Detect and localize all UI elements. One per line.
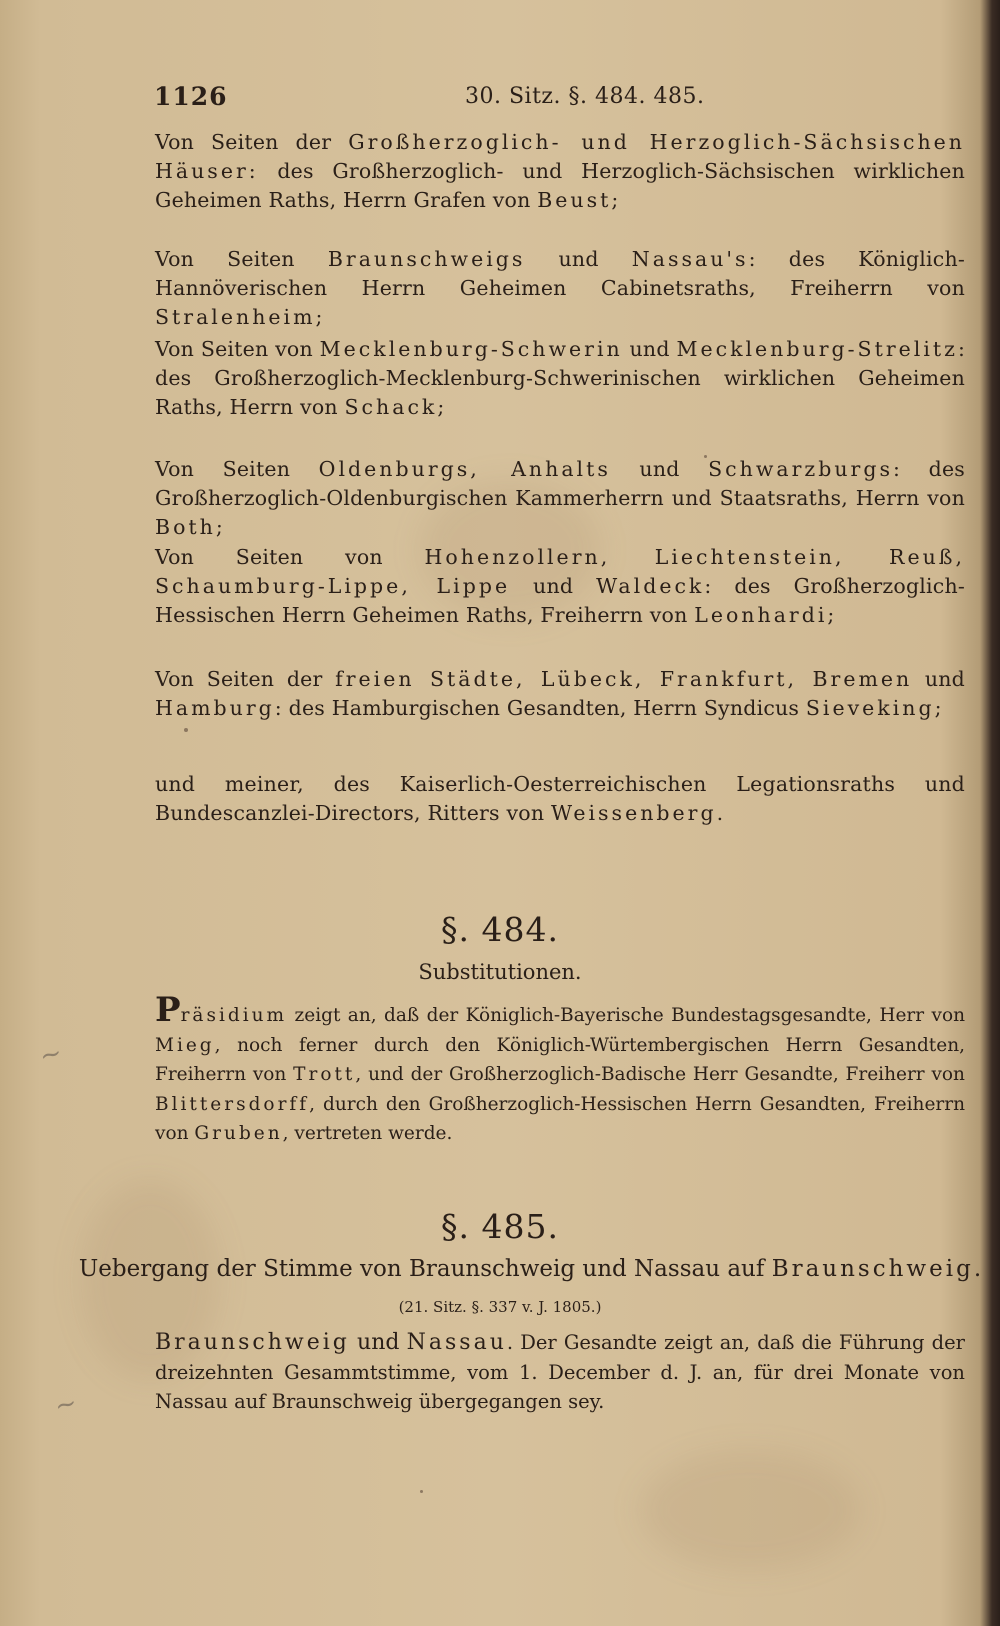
- envoy-name: Gruben: [194, 1123, 283, 1144]
- delegation-paragraph: [155, 543, 965, 630]
- body-lead: Nassau: [406, 1330, 507, 1355]
- section-body: [155, 1328, 965, 1417]
- pencil-mark: ~: [51, 1387, 81, 1423]
- ink-fleck: [704, 455, 707, 458]
- para-text: : des Großherzoglich-Mecklenburg-Schwerinischen wirklichen Geheimen Raths, Herrn von: [155, 337, 966, 419]
- para-states: Braunschweigs: [327, 247, 526, 271]
- page-number: 1126: [154, 82, 228, 111]
- punct: ;: [611, 188, 619, 212]
- para-states: Hohenzollern, Liechtenstein, Reuß, Schaumburg-Lippe, Lippe: [155, 545, 966, 598]
- body-text: , noch ferner durch den Königlich-Würtembergischen Herrn Gesandten, Freiherrn von: [155, 1034, 965, 1085]
- punct: .: [973, 1256, 982, 1282]
- title-state: Braunschweig: [771, 1256, 974, 1282]
- delegation-paragraph: [155, 245, 965, 332]
- para-states: Großherzoglich- und Herzoglich-Sächsischen Häuser:: [155, 130, 965, 183]
- page-header: [150, 82, 930, 116]
- para-lead: Von Seiten: [155, 247, 295, 271]
- para-states: Schwarzburgs: [708, 457, 893, 481]
- para-states: Nassau's: [631, 247, 749, 271]
- body-text: , und der Großherzoglich-Badische Herr Gesandte, Freiherr von: [355, 1064, 965, 1085]
- para-lead: Von Seiten der: [155, 130, 332, 154]
- envoy-name: Trott: [293, 1064, 356, 1085]
- punct: ;: [827, 603, 835, 627]
- para-lead: Von Seiten der: [155, 667, 323, 691]
- delegation-paragraph: [155, 455, 965, 542]
- para-states: Mecklenburg-Schwerin: [319, 337, 623, 361]
- citation: (21. Sitz. §. 337 v. J. 1805.): [398, 1298, 602, 1316]
- para-text: : des Königlich-Hannöverischen Herrn Geheimen Cabinetsraths, Freiherrn von: [155, 247, 966, 300]
- para-lead: und meiner, des Kaiserlich-Oesterreichischen Legationsraths und Bundescanzlei-Directors, Ritters von: [155, 772, 965, 825]
- body-conj: und: [357, 1330, 400, 1355]
- para-states: Hamburg: [155, 696, 275, 720]
- punct: ;: [215, 515, 223, 539]
- body-text: , durch den Großherzoglich-Hessischen Herrn Gesandten, Freiherrn von: [155, 1093, 965, 1144]
- paper-stain: [640, 1450, 860, 1570]
- drop-cap: P: [155, 990, 181, 1030]
- para-conj: und: [924, 667, 966, 691]
- body-text: zeigt an, daß der Königlich-Bayerische Bundestagsgesandte, Herr von: [294, 1005, 965, 1026]
- delegation-paragraph: [155, 335, 965, 422]
- para-lead: Von Seiten: [155, 457, 291, 481]
- envoy-name: Beust: [537, 188, 612, 212]
- delegation-paragraph: [155, 128, 965, 215]
- envoy-name: Blittersdorff: [155, 1093, 310, 1115]
- para-lead: Von Seiten von: [155, 545, 383, 569]
- para-conj: und: [629, 337, 670, 361]
- punct: ;: [437, 395, 445, 419]
- para-states: Oldenburgs, Anhalts: [318, 457, 611, 481]
- para-states: Waldeck: [596, 574, 705, 598]
- para-text: : des Hamburgischen Gesandten, Herrn Syndicus: [274, 696, 800, 720]
- envoy-name: Leonhardi: [694, 603, 828, 627]
- pencil-mark: ~: [36, 1037, 66, 1073]
- para-conj: und: [639, 457, 680, 481]
- section-body: [155, 990, 965, 1149]
- para-conj: und: [558, 247, 599, 271]
- envoy-name: Both: [155, 515, 216, 539]
- punct: .: [716, 801, 724, 825]
- para-text: : des Großherzoglich-Oldenburgischen Kammerherrn und Staatsraths, Herrn von: [155, 457, 966, 510]
- punct: ;: [934, 696, 942, 720]
- section-title: [30, 1256, 1000, 1282]
- section-number: §. 484.: [441, 910, 559, 949]
- para-states: freien Städte, Lübeck, Frankfurt, Bremen: [335, 667, 913, 691]
- delegation-paragraph: [155, 770, 965, 828]
- envoy-name: Sieveking: [805, 696, 935, 720]
- envoy-name: Stralenheim: [155, 305, 316, 329]
- envoy-name: Mieg: [155, 1034, 215, 1056]
- punct: ;: [315, 305, 323, 329]
- title-text: Uebergang der Stimme von Braunschweig und Nassau auf: [78, 1256, 765, 1282]
- ink-fleck: [184, 728, 188, 732]
- para-text: des Großherzoglich- und Herzoglich-Sächsischen wirklichen Geheimen Raths, Herrn Grafen von: [155, 159, 965, 212]
- para-text: : des Großherzoglich-Hessischen Herrn Geheimen Raths, Freiherrn von: [155, 574, 966, 627]
- body-lead: räsidium: [180, 1005, 288, 1026]
- para-states: Mecklenburg-Strelitz: [676, 337, 958, 361]
- envoy-name: Weissenberg: [550, 801, 717, 825]
- envoy-name: Schack: [344, 395, 438, 419]
- body-text: , vertreten werde.: [282, 1123, 453, 1144]
- delegation-paragraph: [155, 665, 965, 723]
- section-number: §. 485.: [441, 1207, 559, 1246]
- ink-fleck: [420, 1490, 423, 1493]
- running-head: 30. Sitz. §. 484. 485.: [465, 84, 705, 109]
- body-lead: Braunschweig: [155, 1330, 350, 1355]
- para-conj: und: [533, 574, 574, 598]
- body-text: . Der Gesandte zeigt an, daß die Führung der dreizehnten Gesammtstimme, vom 1. December d. J. an, für drei Monate von Nassau auf Braunschweig übergegangen sey.: [155, 1331, 965, 1413]
- para-lead: Von Seiten von: [155, 337, 313, 361]
- section-title: Substitutionen.: [418, 960, 582, 984]
